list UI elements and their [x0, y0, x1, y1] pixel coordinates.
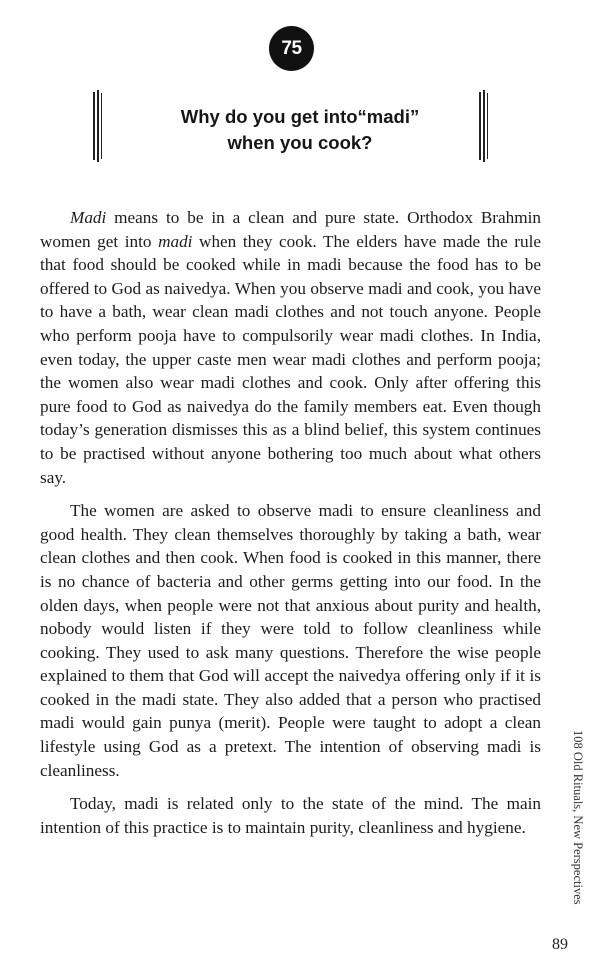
paragraph-1: [40, 206, 541, 489]
paragraph-3: Today, madi is related only to the state of the mind. The main intention of this practice is to maintain purity, cleanliness and hygiene.: [40, 794, 541, 837]
chapter-title: [120, 104, 480, 156]
running-head: 108 Old Rituals, New Perspectives: [571, 730, 585, 905]
left-ornament-bars: [92, 90, 106, 162]
term-madi-2: madi: [158, 231, 193, 251]
chapter-number-badge: [269, 26, 314, 71]
chapter-title-line-1: Why do you get into“madi”: [180, 106, 420, 127]
chapter-title-line-2: when you cook?: [227, 132, 373, 153]
body-text: [40, 206, 541, 849]
paragraph-1-text-a: means to be in a clean and pure state. Orthodox Brahmin women get into: [40, 208, 541, 251]
chapter-number: 75: [281, 37, 302, 59]
page-number: 89: [552, 936, 568, 953]
paragraph-2: The women are asked to observe madi to ensure cleanliness and good health. They clean themselves thoroughly by taking a bath, wear clean clothes and then cook. When food is cooked in this manner, there is no chance of bacteria and other germs getting into our food. In the olden days, when people were not that anxious about purity and health, nobody would listen if they were told to follow cleanliness while cooking. They used to ask many questions. Therefore the wise people explained to them that God will accept the naivedya offering only if it is cooked in the madi state. They also added that a person who practised madi would gain punya (merit). People were taught to adopt a clean lifestyle using God as a pretext. The intention of observing madi is cleanliness.: [40, 501, 541, 780]
paragraph-1-text-b: when they cook. The elders have made the rule that food should be cooked while in madi because the food has to be offered to God as naivedya. When you observe madi and cook, you have to have a bath, wear clean madi clothes and not touch anyone. People who perform pooja have to compulsorily wear madi clothes. In India, even today, the upper caste men wear madi clothes and perform pooja; the women also wear madi clothes and cook. Only after offering this pure food to God as naivedya do the family members eat. Even though today’s generation dismisses this as a blind belief, this system continues to be practised without anyone bothering too much about what others say.: [40, 231, 542, 487]
term-madi: Madi: [70, 208, 107, 227]
right-ornament-bars: [478, 90, 492, 162]
